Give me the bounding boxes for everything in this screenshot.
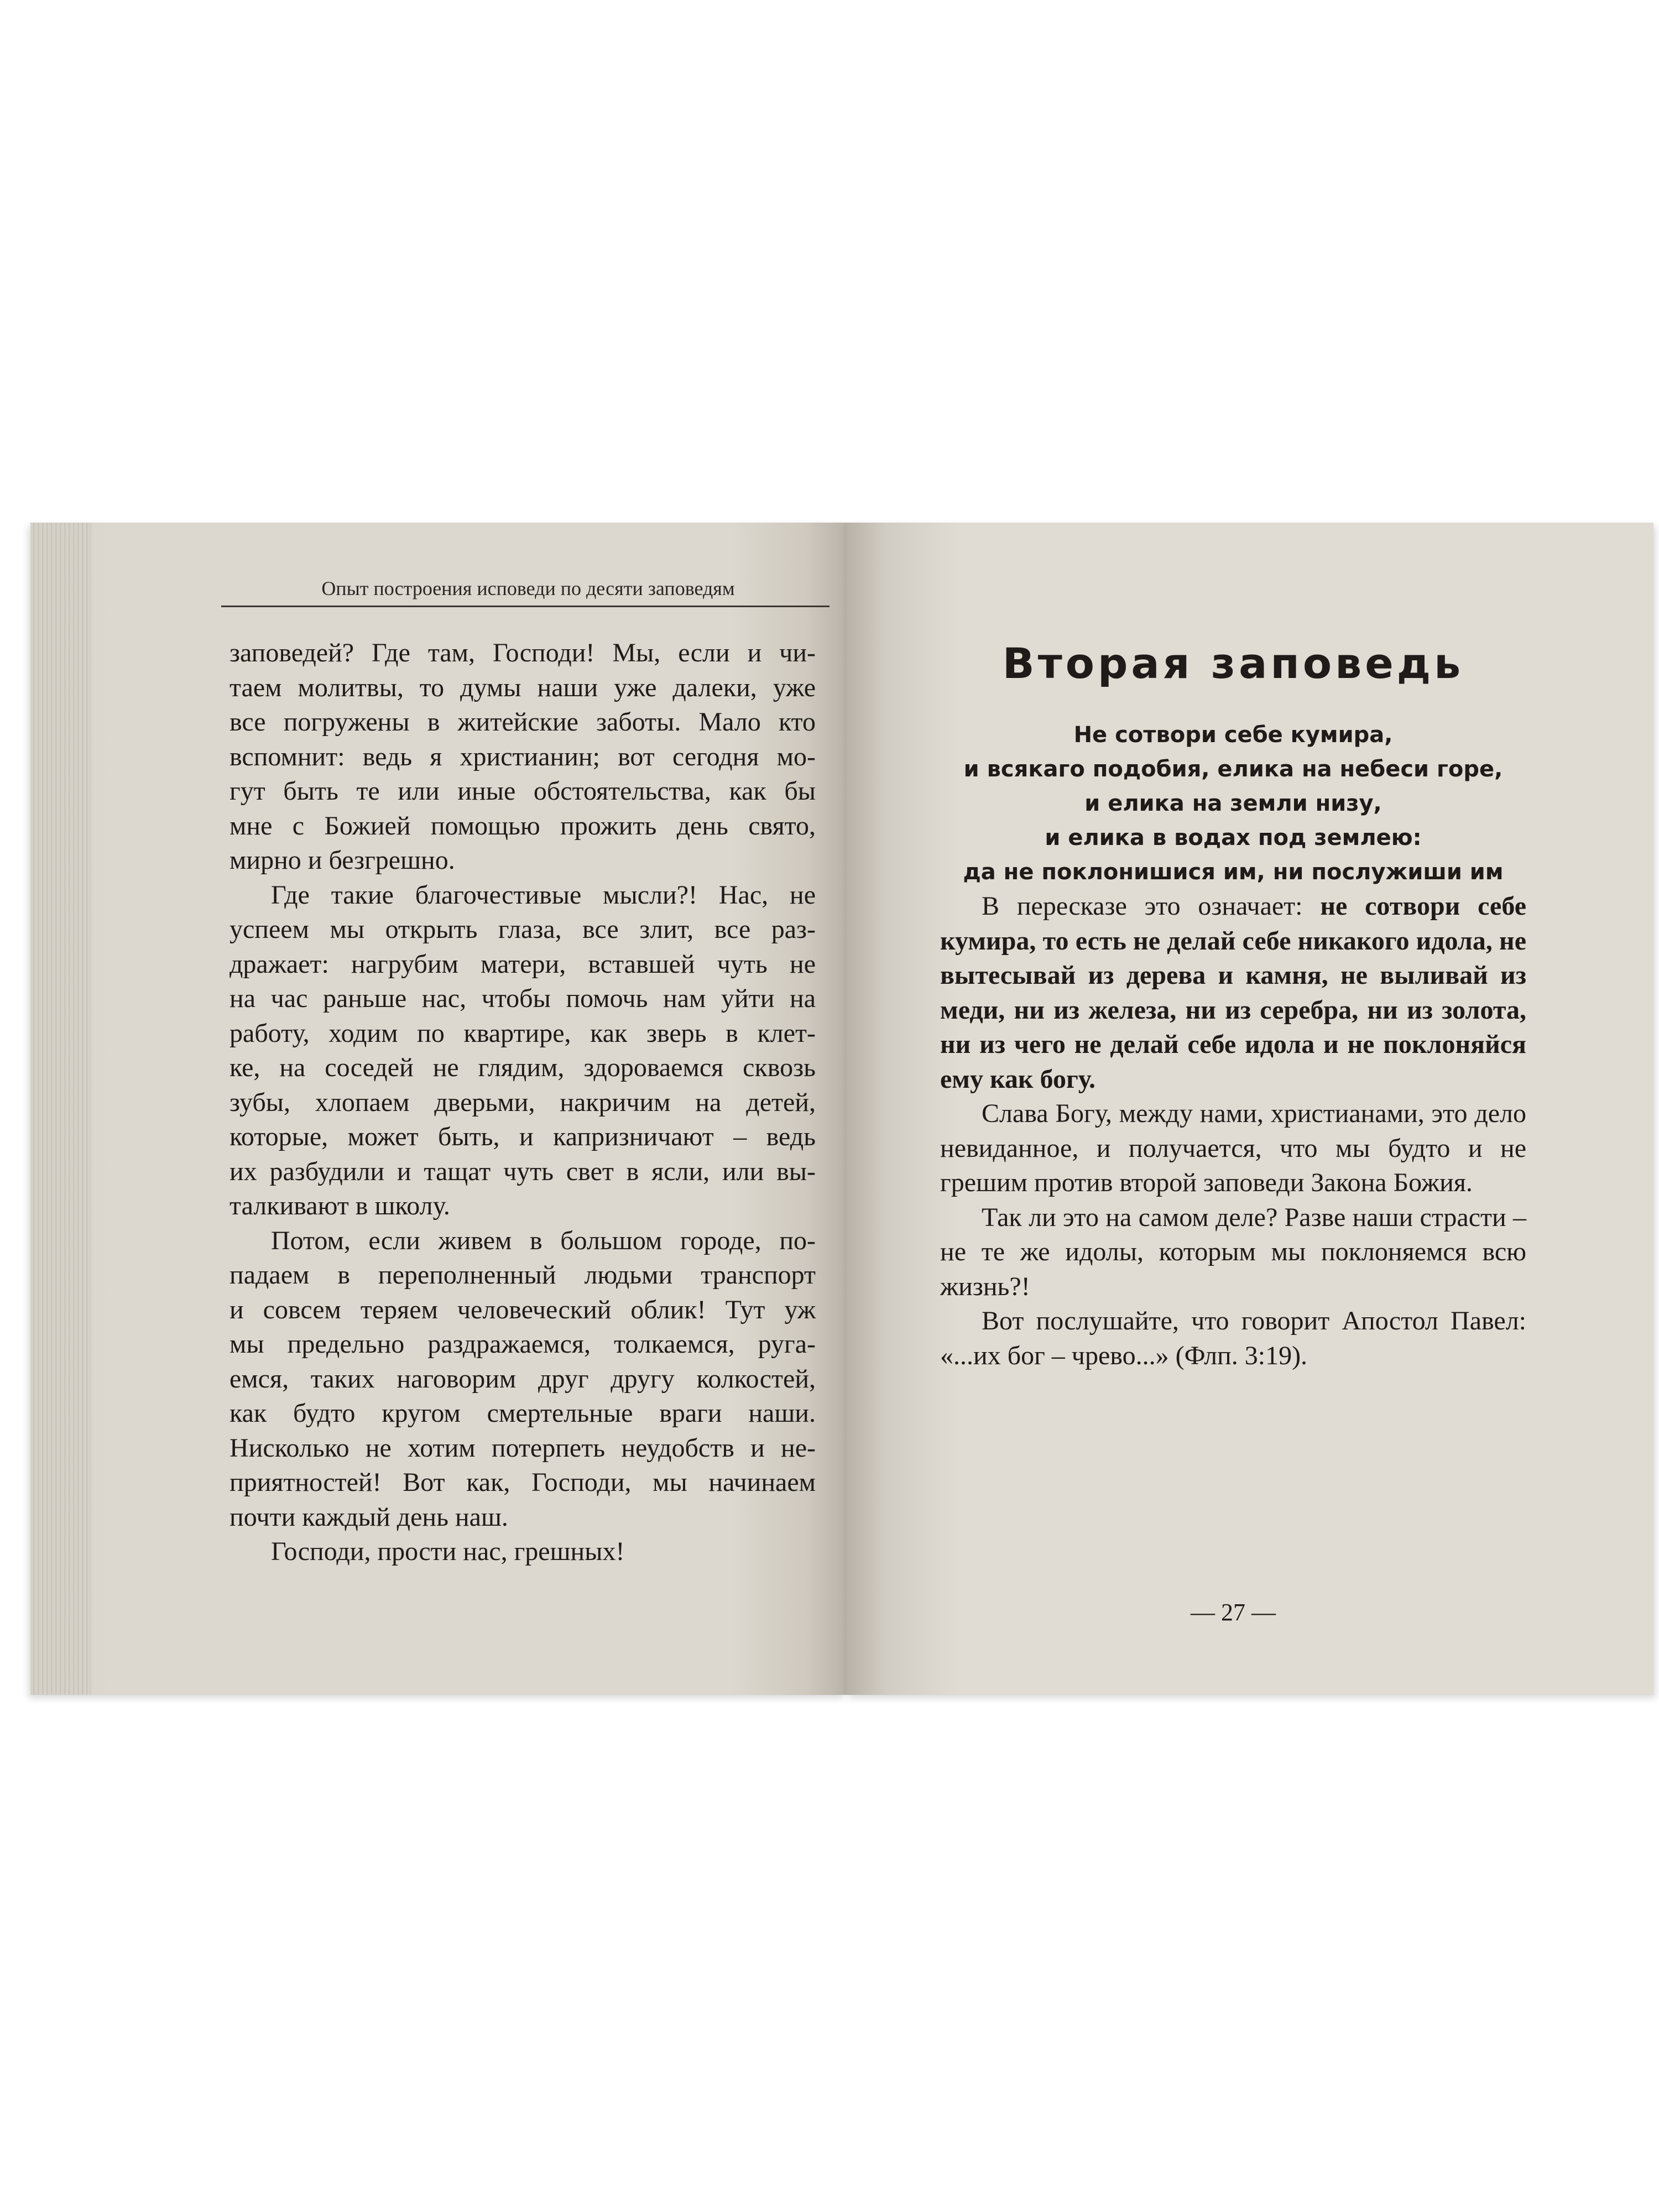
text-line: вспомнит: ведь я христианин; вот сегодня мо- — [229, 742, 816, 771]
paragraph — [940, 889, 1526, 1097]
text-line: ке, на соседей не глядим, здороваемся сквозь — [229, 1053, 816, 1082]
paragraph-bold: не сотвори себе кумира, то есть не делай себе никакого идола, не вытесывай из дерева и камня, не выливай из меди, ни из железа, ни из серебра, ни из золота, ни из чего не делай себе идола и не поклоняйся ему как богу. — [940, 891, 1527, 1094]
text-line: Потом, если живем в большом городе, по- — [271, 1225, 816, 1255]
text-line: все погружены в житейские заботы. Мало кто — [229, 707, 816, 737]
text-line: заповедей? Где там, Господи! Мы, если и чи- — [229, 638, 816, 667]
text-line: мне с Божией помощью прожить день свято, — [229, 811, 816, 841]
text-line: мы предельно раздражаемся, толкаемся, руга- — [229, 1329, 816, 1359]
paragraph: Слава Богу, между нами, христианами, это дело невиданное, и получается, что мы будто и не грешим против второй заповеди Закона Божия. — [940, 1099, 1526, 1197]
text-line: падаем в переполненный людьми транспорт — [229, 1260, 816, 1290]
quote-line: Не сотвори себе кумира, — [1073, 722, 1393, 748]
quote-line: и всякаго подобия, елика на небеси горе, — [963, 757, 1503, 782]
open-book — [30, 523, 1653, 1695]
text-line: приятностей! Вот как, Господи, мы начинаем — [229, 1468, 816, 1497]
text-line: на час раньше нас, чтобы помочь нам уйти на — [229, 984, 816, 1013]
left-text-column — [229, 636, 816, 1569]
text-line: их разбудили и тащат чуть свет в ясли, или вы- — [229, 1156, 816, 1186]
page-number: — 27 — — [1191, 1599, 1276, 1626]
text-line: Нисколько не хотим потерпеть неудобств и не- — [229, 1433, 816, 1463]
running-head: Опыт построения исповеди по десяти заповедям — [321, 577, 735, 599]
quote-line: и елика в водах под землею: — [1045, 825, 1422, 851]
paragraph: Так ли это на самом деле? Разве наши страсти – не те же идолы, которым мы поклоняемся всю жизнь?! — [940, 1202, 1526, 1301]
text-line: почти каждый день наш. — [229, 1502, 508, 1532]
header-rule — [221, 606, 830, 607]
text-line: гут быть те или иные обстоятельства, как бы — [229, 776, 816, 806]
page-edges — [30, 523, 91, 1695]
quote-line: да не поклонишися им, ни послужиши им — [963, 859, 1504, 885]
text-line: и совсем теряем человеческий облик! Тут уж — [229, 1295, 816, 1324]
commandment-quote — [940, 718, 1526, 889]
paragraph: Вот послушайте, что говорит Апостол Павел: «...их бог – чрево...» (Флп. 3:19). — [940, 1306, 1526, 1370]
text-line: талкивают в школу. — [229, 1191, 450, 1220]
text-line: Господи, прости нас, грешных! — [271, 1537, 625, 1566]
text-line: емся, таких наговорим друг другу колкостей, — [229, 1364, 816, 1394]
text-line: мирно и безгрешно. — [229, 846, 455, 875]
left-page — [30, 523, 846, 1695]
text-line: дражает: нагрубим матери, вставшей чуть не — [229, 949, 816, 979]
right-page — [846, 523, 1653, 1695]
text-line: которые, может быть, и капризничают – ведь — [229, 1122, 816, 1151]
paragraph-lead: В пересказе это означает: — [982, 891, 1321, 921]
text-line: успеем мы открыть глаза, все злит, все раз- — [229, 915, 816, 944]
text-line: работу, ходим по квартире, как зверь в клет- — [229, 1018, 816, 1048]
text-line: Где такие благочестивые мысли?! Нас, не — [271, 880, 816, 910]
chapter-heading: Вторая заповедь — [1002, 639, 1464, 688]
text-line: как будто кругом смертельные враги наши. — [229, 1399, 816, 1428]
text-line: таем молитвы, то думы наши уже далеки, уже — [229, 672, 816, 702]
quote-line: и елика на земли низу, — [1084, 791, 1382, 816]
text-line: зубы, хлопаем дверьми, накричим на детей, — [229, 1087, 816, 1117]
right-text-column — [940, 636, 1526, 1373]
